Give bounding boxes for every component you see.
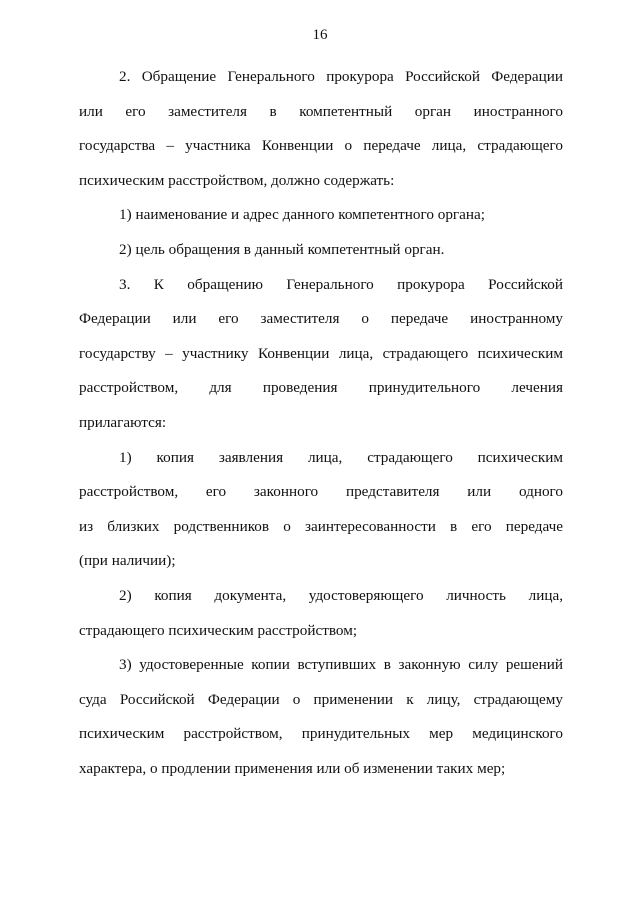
list-item-text-line: страдающего психическим расстройством; [79, 621, 358, 639]
list-item-text-line: 1) копия заявления лица, страдающего психическим [119, 448, 563, 466]
list-item-text-line: характера, о продлении применения или об изменении таких мер; [79, 759, 506, 777]
text-line: психическим расстройством, должно содержать: [79, 171, 395, 189]
text-line: расстройством, для проведения принудительного лечения [79, 379, 563, 397]
list-item-text-line: 1) наименование и адрес данного компетентного органа; [119, 206, 485, 224]
document-body [79, 60, 563, 786]
list-item-text-line: суда Российской Федерации о применении к лицу, страдающему [79, 690, 563, 708]
list-item-text-line: 2) цель обращения в данный компетентный орган. [119, 240, 445, 258]
text-line: прилагаются: [79, 413, 167, 431]
text-line: 2. Обращение Генерального прокурора Российской Федерации [119, 68, 563, 85]
list-item-text-line: психическим расстройством, принудительных мер медицинского [79, 725, 563, 743]
list-item-text-line: расстройством, его законного представителя или одного [79, 483, 563, 501]
text-line: государству – участнику Конвенции лица, страдающего психическим [79, 344, 563, 362]
text-line: или его заместителя в компетентный орган иностранного [79, 102, 563, 120]
list-item-text-line: (при наличии); [79, 552, 176, 570]
text-line: Федерации или его заместителя о передаче иностранному [79, 310, 563, 328]
list-item-text-line: из близких родственников о заинтересованности в его передаче [79, 517, 563, 535]
page-number: 16 [312, 27, 328, 43]
text-line: 3. К обращению Генерального прокурора Российской [119, 275, 563, 293]
list-item-text-line: 2) копия документа, удостоверяющего личность лица, [119, 586, 563, 604]
list-item-text-line: 3) удостоверенные копии вступивших в законную силу решений [119, 656, 563, 674]
text-line: государства – участника Конвенции о передаче лица, страдающего [79, 137, 563, 155]
